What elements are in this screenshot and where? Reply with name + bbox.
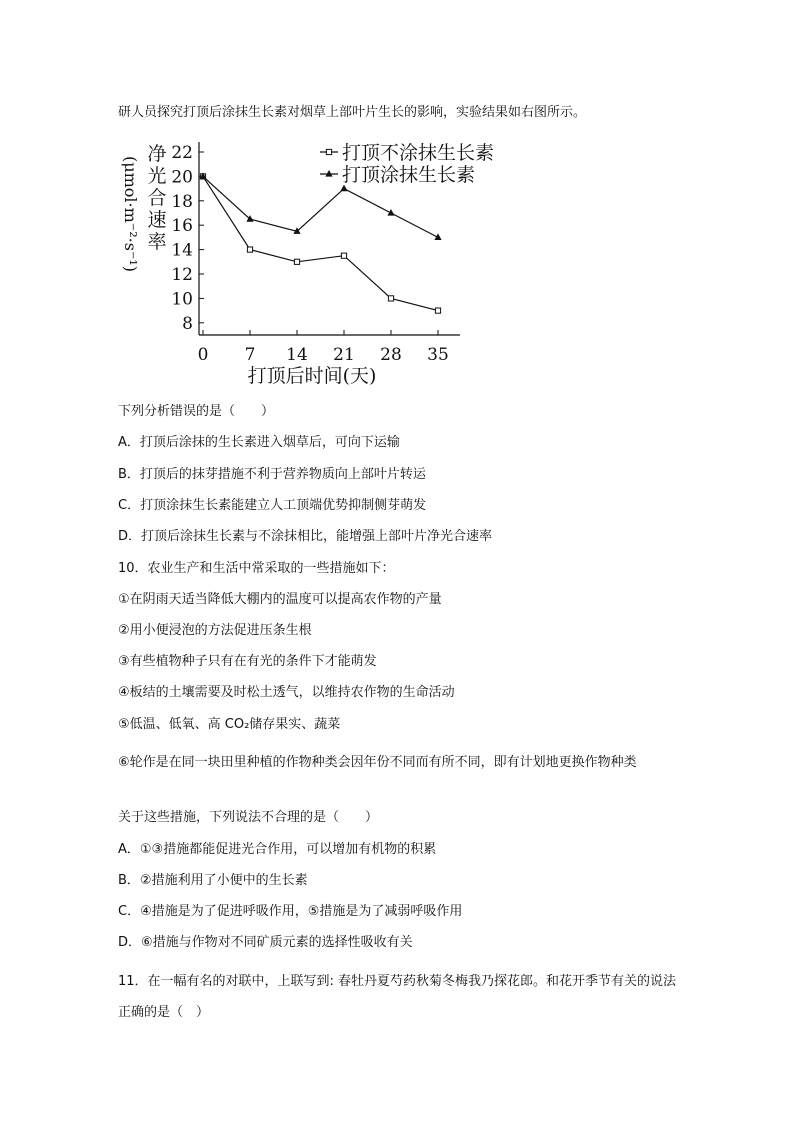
q10-question: 关于这些措施，下列说法不合理的是（ ）: [118, 810, 379, 825]
q10-item-4: ④板结的土壤需要及时松土透气，以维持农作物的生命活动: [118, 685, 455, 700]
series-line-1: [203, 176, 438, 310]
legend-marker: [325, 170, 332, 177]
y-tick-label: 8: [182, 313, 193, 334]
data-point: [435, 308, 440, 313]
y-tick-label: 20: [171, 167, 193, 188]
data-point: [388, 296, 393, 301]
q9-stem: 下列分析错误的是（ ）: [118, 404, 275, 419]
legend-marker: [326, 149, 331, 154]
x-axis-label: 打顶后时间(天): [247, 365, 377, 387]
y-label-char: 合: [147, 187, 167, 209]
q10-option-b: B．②措施利用了小便中的生长素: [118, 873, 308, 888]
x-tick-label: 35: [427, 345, 449, 365]
chart-legend: [320, 142, 494, 186]
q10-item-5: ⑤低温、低氧、高 CO₂储存果实、蔬菜: [118, 717, 341, 732]
y-axis-label: [121, 143, 167, 272]
y-tick-labels: [171, 143, 193, 334]
y-label-char: 速: [147, 209, 167, 231]
legend-label: 打顶涂抹生长素: [342, 164, 476, 186]
y-label-char: 光: [147, 165, 167, 187]
q10-item-3: ③有些植物种子只有在有光的条件下才能萌发: [118, 654, 377, 669]
x-tick-label: 0: [197, 345, 209, 365]
q10-option-d: D．⑥措施与作物对不同矿质元素的选择性吸收有关: [118, 935, 413, 950]
q10-option-c: C．④措施是为了促进呼吸作用，⑤措施是为了减弱呼吸作用: [118, 904, 463, 919]
y-tick-label: 14: [171, 240, 193, 261]
y-tick-label: 22: [171, 143, 193, 163]
intro-text: 研人员探究打顶后涂抹生长素对烟草上部叶片生长的影响，实验结果如右图所示。: [118, 105, 587, 120]
legend-label: 打顶不涂抹生长素: [342, 142, 495, 164]
y-tick-label: 16: [171, 216, 193, 237]
q10-item-6: ⑥轮作是在同一块田里种植的作物种类会因年份不同而有所不同，即有计划地更换作物种类: [118, 755, 637, 770]
series-markers: [199, 172, 441, 313]
series-lines: [203, 176, 438, 310]
q9-option-b: B．打顶后的抹芽措施不利于营养物质向上部叶片转运: [118, 467, 426, 482]
q10-item-2: ②用小便浸泡的方法促进压条生根: [118, 623, 312, 638]
x-tick-labels: [198, 345, 449, 365]
y-label-unit: (μmol·m⁻²·s⁻¹): [121, 155, 140, 273]
y-tick-label: 18: [171, 191, 193, 212]
data-point: [247, 247, 252, 252]
q10-option-a: A．①③措施都能促进光合作用，可以增加有机物的积累: [118, 842, 437, 857]
q9-option-c: C．打顶涂抹生长素能建立人工顶端优势抑制侧芽萌发: [118, 498, 427, 513]
x-tick-label: 21: [333, 345, 355, 365]
y-label-char: 率: [147, 231, 167, 253]
q11-stem: 11．在一幅有名的对联中，上联写到: 春牡丹夏芍药秋菊冬梅我乃探花郎。和花开季节有关的说法正确的是（ ）: [118, 974, 677, 1020]
y-label-char: 净: [147, 143, 167, 165]
y-tick-label: 10: [171, 289, 193, 310]
x-tick-label: 7: [244, 345, 256, 365]
line-chart: [112, 130, 532, 390]
q10-stem: 10．农业生产和生活中常采取的一些措施如下：: [118, 561, 395, 576]
q9-option-a: A．打顶后涂抹的生长素进入烟草后，可向下运输: [118, 435, 400, 450]
y-tick-label: 12: [171, 265, 193, 285]
data-point: [294, 259, 299, 264]
data-point: [341, 253, 346, 258]
q9-option-d: D．打顶后涂抹生长素与不涂抹相比，能增强上部叶片净光合速率: [118, 529, 493, 544]
x-tick-label: 14: [286, 345, 308, 365]
x-tick-label: 28: [380, 345, 402, 365]
q10-item-1: ①在阴雨天适当降低大棚内的温度可以提高农作物的产量: [118, 592, 442, 607]
